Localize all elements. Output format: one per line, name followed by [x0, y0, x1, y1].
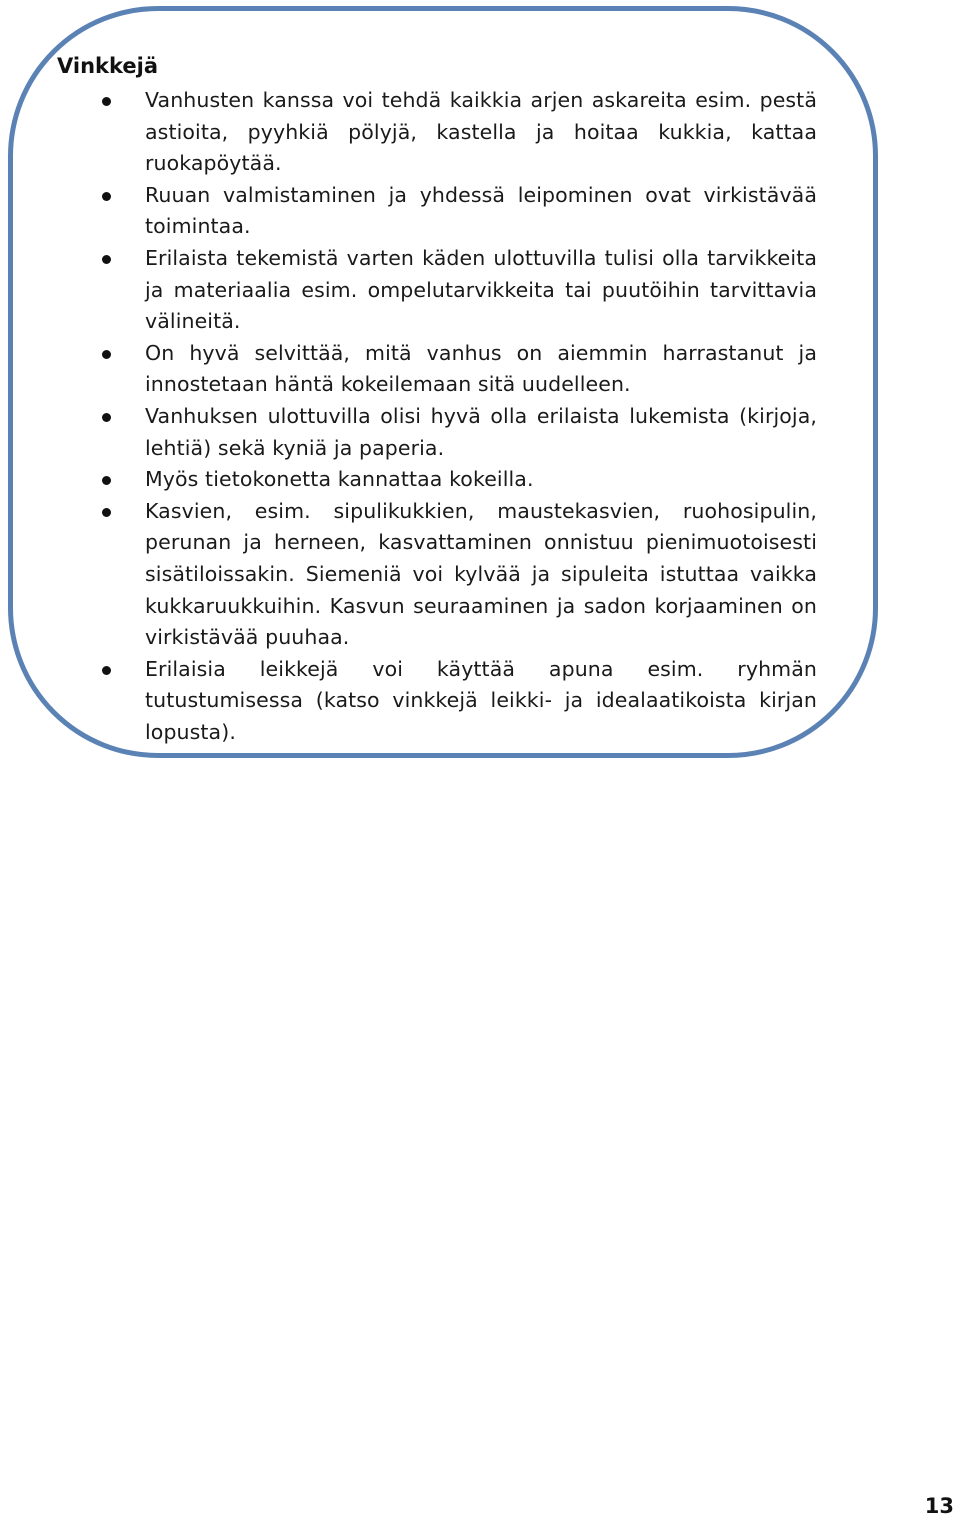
- list-item: [145, 464, 817, 496]
- bullet-icon: [102, 97, 111, 106]
- list-item: [145, 180, 817, 243]
- tip-text: Erilaisia leikkejä voi käyttää apuna esim. ryhmän tutustumisessa (katso vinkkejä leikki- ja idealaatikoista kirjan lopusta).: [145, 656, 817, 744]
- tip-text: On hyvä selvittää, mitä vanhus on aiemmin harrastanut ja innostetaan häntä kokeilemaan sitä uudelleen.: [145, 340, 817, 397]
- bullet-icon: [102, 413, 111, 422]
- list-item: [145, 401, 817, 464]
- tip-text: Kasvien, esim. sipulikukkien, maustekasvien, ruohosipulin, perunan ja herneen, kasvattaminen onnistuu pienimuotoisesti sisätiloissakin. Siemeniä voi kylvää ja sipuleita istuttaa vaikka kukkaruukkuihin. Kasvun seuraaminen ja sadon korjaaminen on virkistävää puuhaa.: [145, 498, 817, 650]
- tip-text: Ruuan valmistaminen ja yhdessä leipominen ovat virkistävää toimintaa.: [145, 182, 817, 239]
- bullet-icon: [102, 350, 111, 359]
- tip-text: Myös tietokonetta kannattaa kokeilla.: [145, 467, 534, 492]
- list-item: [145, 85, 817, 180]
- page-number: 13: [924, 1494, 954, 1518]
- bullet-icon: [102, 666, 111, 675]
- list-item: [145, 654, 817, 749]
- tip-text: Erilaista tekemistä varten käden ulottuvilla tulisi olla tarvikkeita ja materiaalia esim. ompelutarvikkeita tai puutöihin tarvittavia välineitä.: [145, 245, 817, 334]
- bullet-icon: [102, 508, 111, 517]
- tips-title: Vinkkejä: [57, 54, 159, 78]
- bullet-icon: [102, 255, 111, 264]
- list-item: [145, 338, 817, 401]
- bullet-icon: [102, 192, 111, 201]
- tips-list: [145, 85, 817, 748]
- list-item: [145, 243, 817, 338]
- tip-text: Vanhuksen ulottuvilla olisi hyvä olla erilaista lukemista (kirjoja, lehtiä) sekä kyniä ja paperia.: [145, 403, 817, 460]
- tip-text: Vanhusten kanssa voi tehdä kaikkia arjen askareita esim. pestä astioita, pyyhkiä pölyjä, kastella ja hoitaa kukkia, kattaa ruokapöytää.: [145, 88, 817, 176]
- list-item: [145, 496, 817, 654]
